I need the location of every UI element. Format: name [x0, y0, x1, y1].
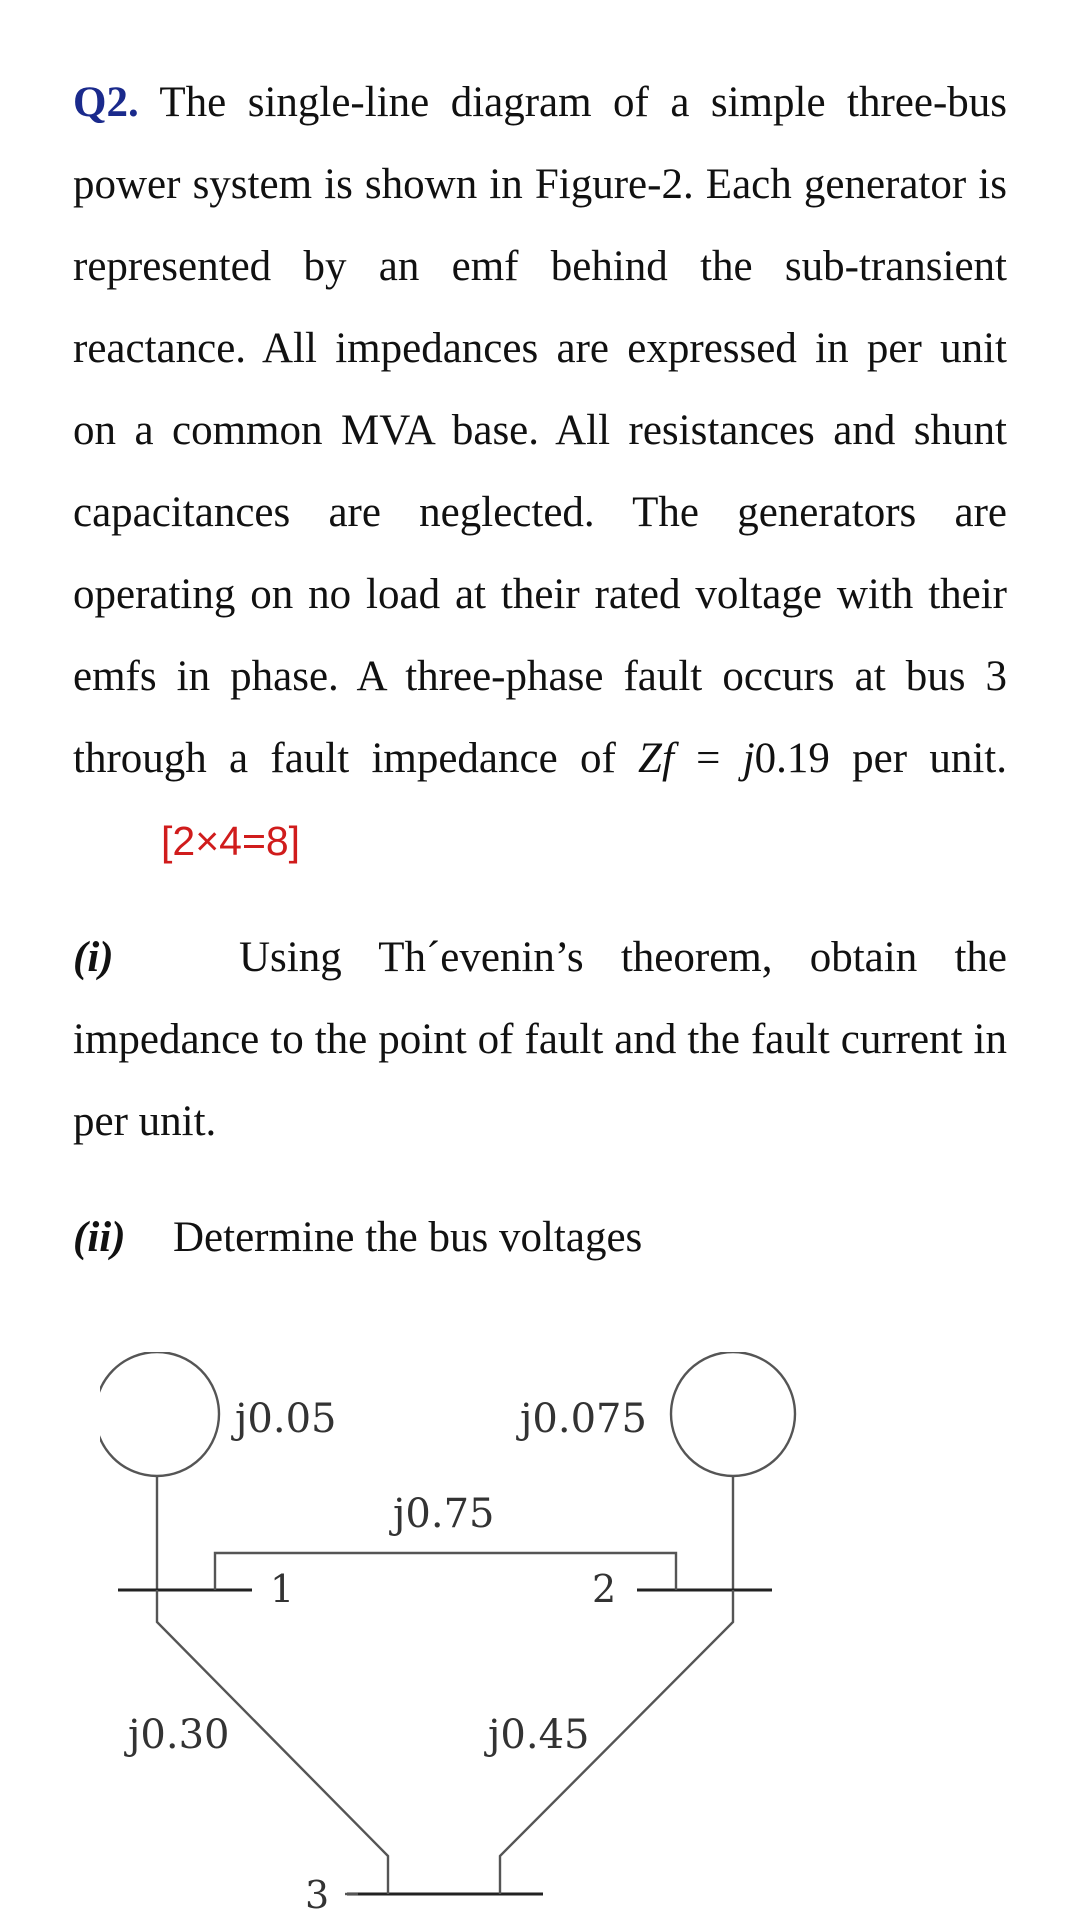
- part-ii-label: (ii): [73, 1214, 126, 1261]
- marks-badge: [2×4=8]: [161, 818, 301, 864]
- gen1-reactance-label: j0.05: [235, 1396, 337, 1442]
- bus-1-label: 1: [270, 1567, 295, 1611]
- line-2-3-label: j0.45: [488, 1712, 590, 1758]
- gen2-reactance-label: j0.075: [520, 1396, 647, 1442]
- part-i-text: Using Th´evenin’s theorem, obtain the impedance to the point of fault and the fault current in per unit.: [73, 934, 1007, 1145]
- generator-1-icon: [100, 1352, 219, 1476]
- bus-2-label: 2: [592, 1567, 617, 1611]
- question-paragraph: [73, 62, 1007, 883]
- line-1-2-label: j0.75: [393, 1491, 495, 1537]
- part-i: [73, 917, 1007, 1163]
- question-content: [73, 62, 1007, 1279]
- single-line-diagram: [100, 1352, 820, 1912]
- fault-impedance-value: 0.19 per unit.: [754, 735, 1007, 782]
- bus-3-label: 3: [305, 1873, 330, 1912]
- imaginary-unit: j: [742, 735, 755, 782]
- fault-impedance-symbol: Zf: [638, 735, 674, 782]
- equals-sign: =: [673, 735, 743, 782]
- part-i-label: (i): [73, 934, 114, 981]
- part-ii: [73, 1197, 1007, 1279]
- question-text: The single-line diagram of a simple three-bus power system is shown in Figure-2. Each generator is represented by an emf behind the sub-transient reactance. All impedances are expressed in per unit on a common MVA base. All resistances and shunt capacitances are neglected. The generators are operating on no load at their rated voltage with their emfs in phase. A three-phase fault occurs at bus 3 through a fault impedance of: [73, 79, 1007, 782]
- generator-2-icon: [671, 1352, 795, 1476]
- part-ii-text: Determine the bus voltages: [173, 1214, 643, 1261]
- question-label: Q2.: [73, 79, 139, 126]
- line-1-3-label: j0.30: [128, 1712, 230, 1758]
